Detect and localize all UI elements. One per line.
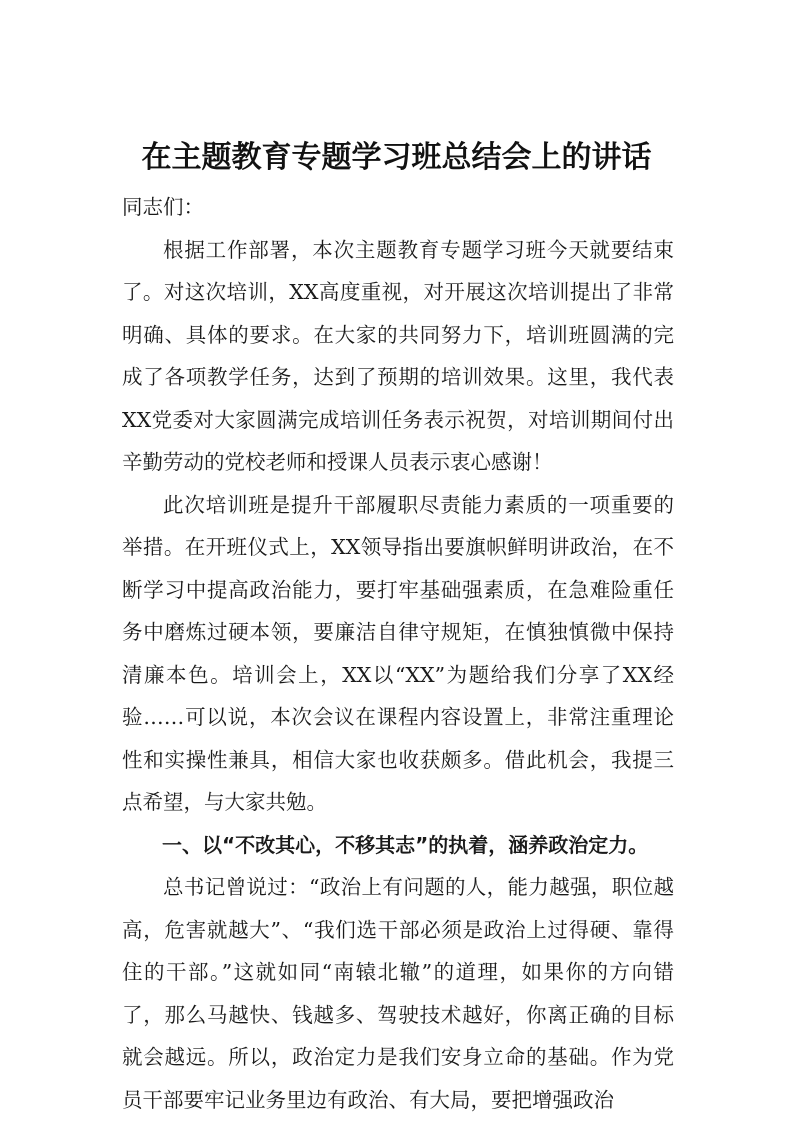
paragraph-intro: 根据工作部署，本次主题教育专题学习班今天就要结束了。对这次培训，XX高度重视，对开展这次培训提出了非常明确、具体的要求。在大家的共同努力下，培训班圆满的完成了各项教学任务，达到了预期的培训效果。这里，我代表XX党委对大家圆满完成培训任务表示祝贺，对培训期间付出辛勤劳动的党校老师和授课人员表示衷心感谢！ — [122, 237, 674, 474]
section-heading-1: 一、以“不改其心，不移其志”的执着，涵养政治定力。 — [162, 832, 649, 857]
document-title: 在主题教育专题学习班总结会上的讲话 — [141, 140, 652, 175]
paragraph-section-1: 总书记曾说过：“政治上有问题的人，能力越强，职位越高，危害就越大”、“我们选干部必须是政治上过得硬、靠得住的干部。”这就如同“南辕北辙”的道理，如果你的方向错了，那么马越快、钱越多、驾驶技术越好，你离正确的目标就会越远。所以，政治定力是我们安身立命的基础。作为党员干部要牢记业务里边有政治、有大局，要把增强政治 — [122, 875, 674, 1112]
salutation: 同志们： — [122, 195, 204, 219]
paragraph-training: 此次培训班是提升干部履职尽责能力素质的一项重要的举措。在开班仪式上，XX领导指出要旗帜鲜明讲政治，在不断学习中提高政治能力，要打牢基础强素质，在急难险重任务中磨炼过硬本领，要廉洁自律守规矩，在慎独慎微中保持清廉本色。培训会上，XX以“XX”为题给我们分享了XX经验……可以说，本次会议在课程内容设置上，非常注重理论性和实操性兼具，相信大家也收获颇多。借此机会，我提三点希望，与大家共勉。 — [122, 492, 674, 814]
document-body — [122, 186, 674, 1121]
